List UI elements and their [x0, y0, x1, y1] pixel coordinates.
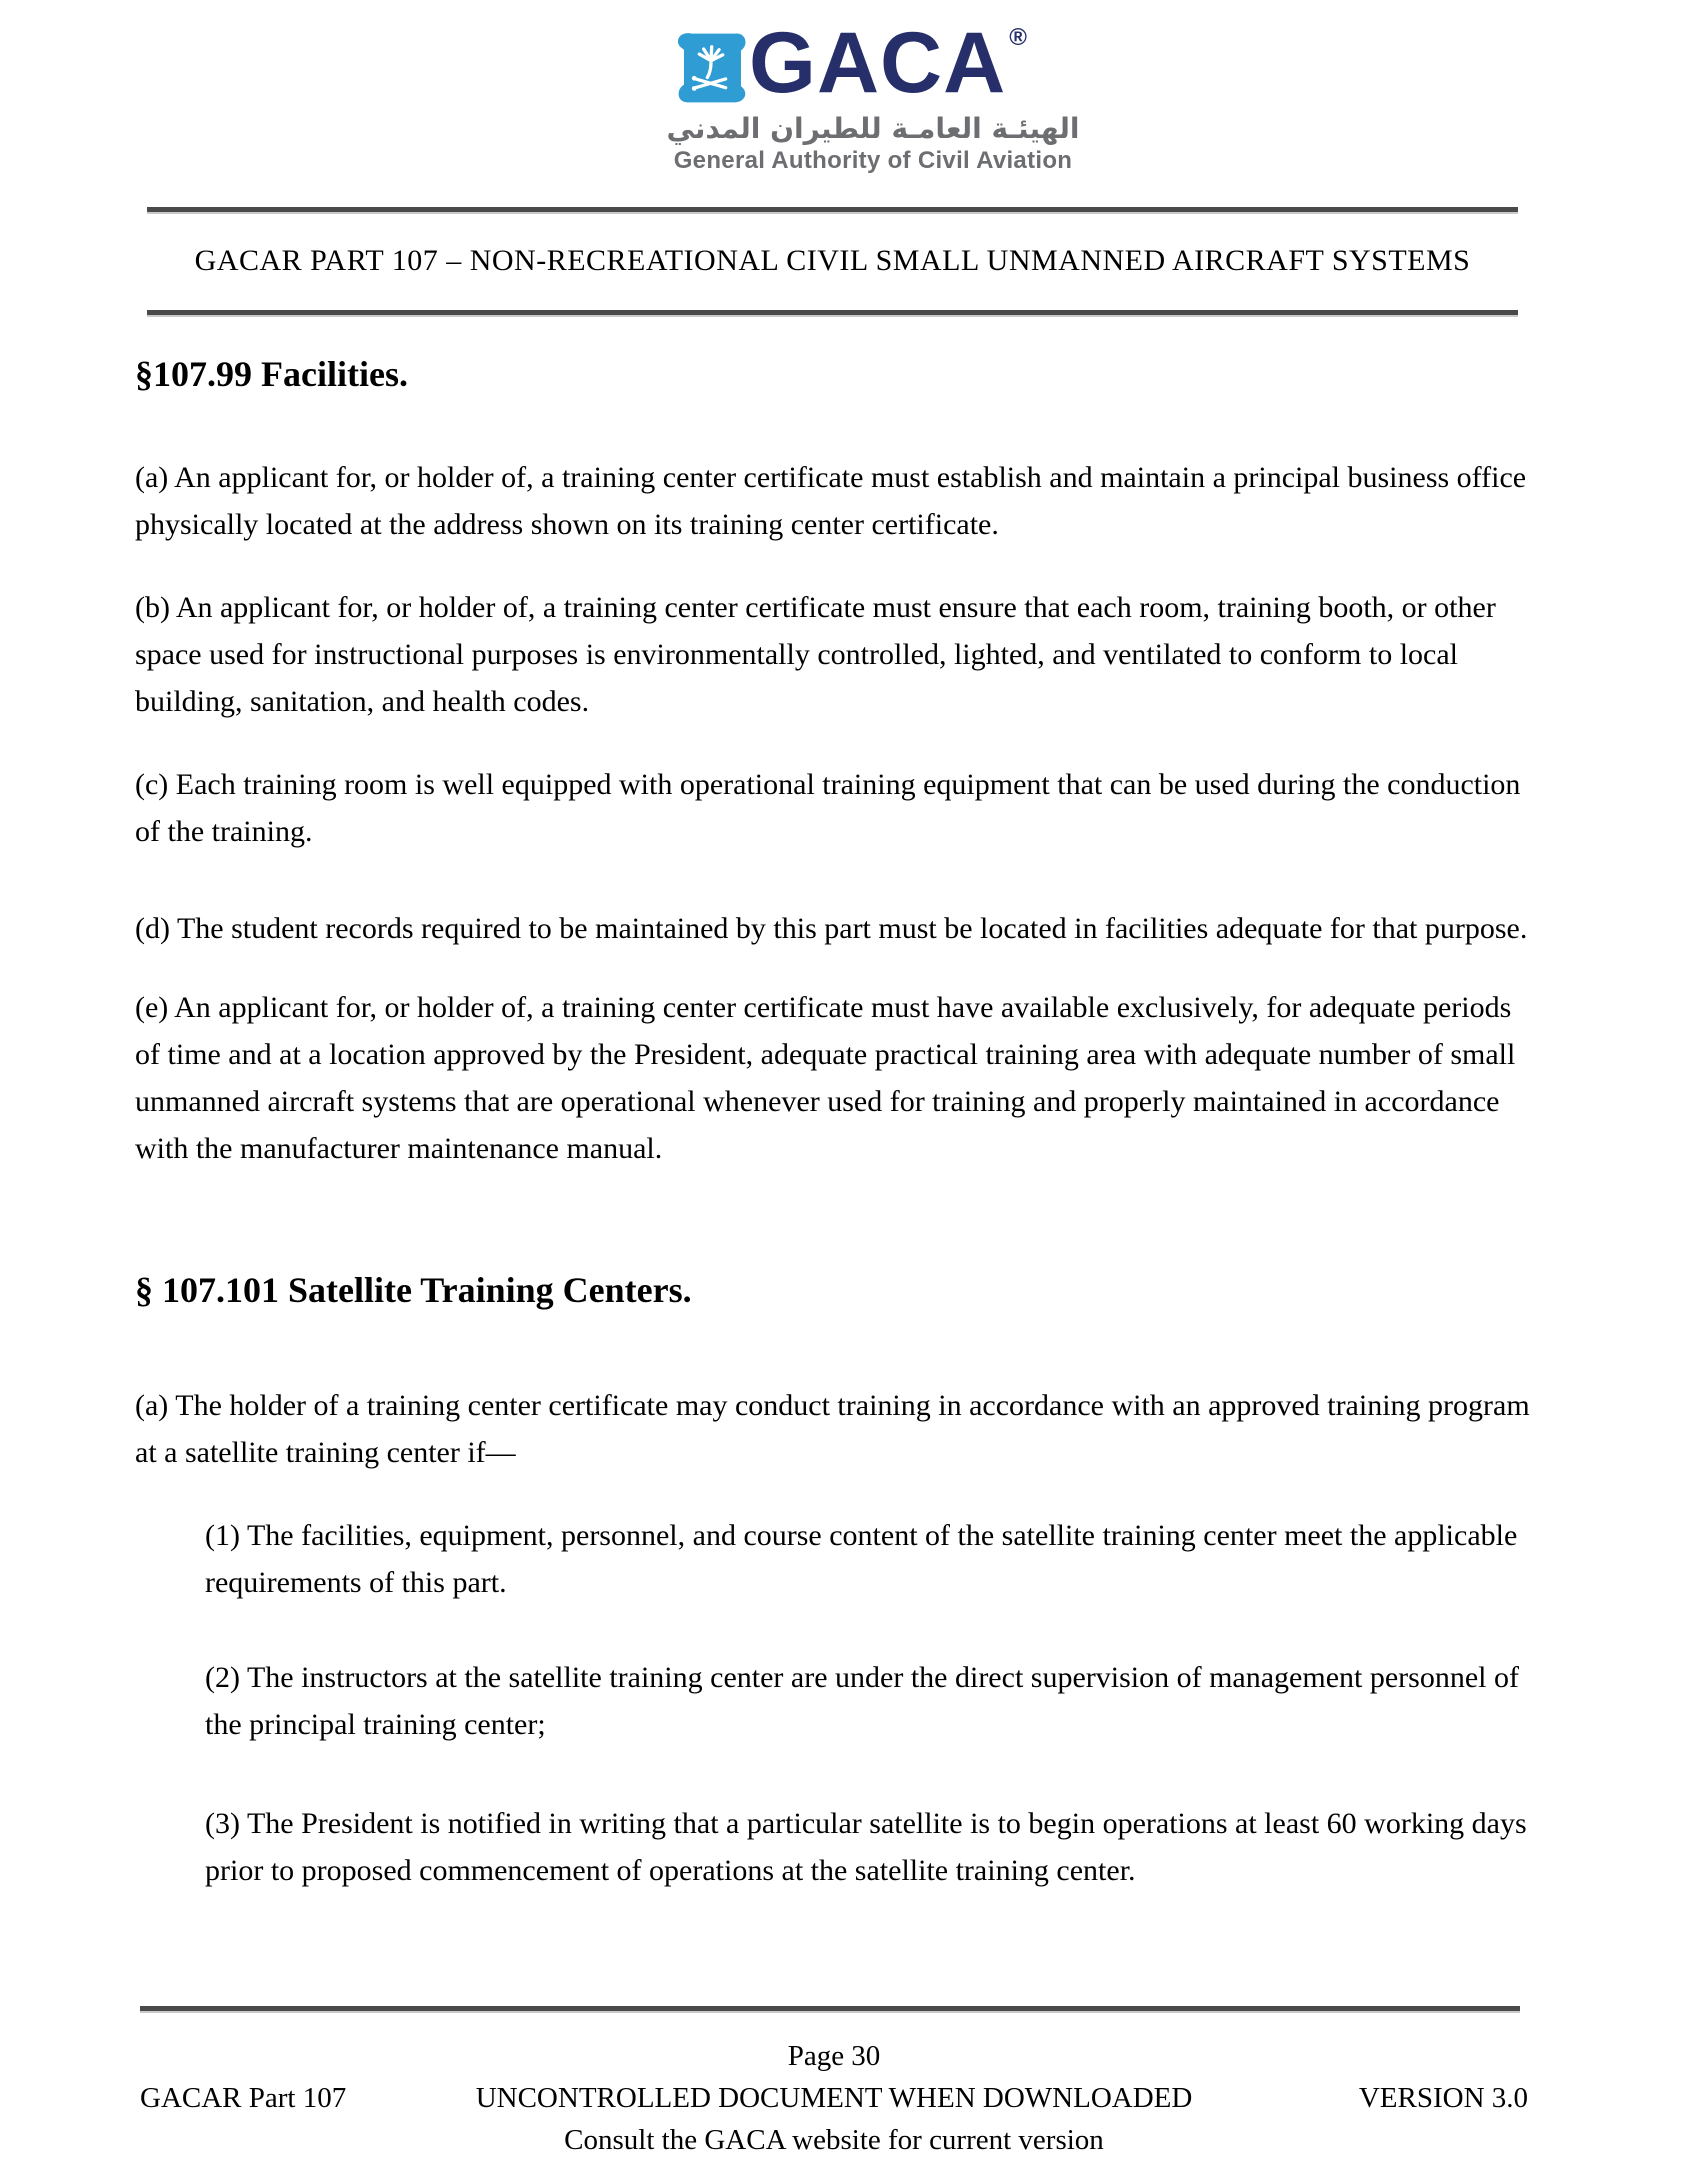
subitem-107-101-a-1: (1) The facilities, equipment, personnel, and course content of the satellite training center meet the applicable requirements of this part.	[205, 1519, 1518, 1599]
section-heading-107-101: § 107.101 Satellite Training Centers.	[135, 1270, 692, 1310]
paragraph-107-99-d: (d) The student records required to be maintained by this part must be located in facilities adequate for that purpose.	[135, 912, 1528, 945]
gaca-flag-icon	[673, 30, 749, 106]
registered-trademark-symbol: ®	[1009, 24, 1027, 51]
footer-version-label: VERSION 3.0	[1358, 2082, 1529, 2114]
document-footer	[140, 2038, 1528, 2158]
gaca-taglines	[620, 112, 1079, 175]
footer-consult-note: Consult the GACA website for current version	[564, 2124, 1104, 2156]
footer-doc-label: GACAR Part 107	[140, 2082, 347, 2114]
header-rule-bottom	[147, 310, 1518, 317]
paragraph-107-99-b: (b) An applicant for, or holder of, a training center certificate must ensure that each room, training booth, or other space used for instructional purposes is environmentally controlled, lighted, and ventilated to conform to local building, sanitation, and health codes.	[135, 591, 1496, 718]
footer-control-notice: UNCONTROLLED DOCUMENT WHEN DOWNLOADED	[475, 2082, 1193, 2114]
gaca-english-name: General Authority of Civil Aviation	[673, 147, 1073, 174]
page-number: Page 30	[787, 2040, 881, 2072]
header-rule-top	[147, 207, 1518, 214]
gaca-arabic-name: الهيئـة العامـة للطيران المدني	[666, 112, 1080, 145]
footer-rule	[140, 2006, 1520, 2013]
document-body	[135, 352, 1537, 1930]
subitem-107-101-a-2: (2) The instructors at the satellite training center are under the direct supervision of management personnel of the principal training center;	[205, 1661, 1519, 1741]
paragraph-107-99-c: (c) Each training room is well equipped with operational training equipment that can be used during the conduction of the training.	[135, 768, 1521, 848]
section-heading-107-99: §107.99 Facilities.	[135, 354, 408, 394]
document-banner-title: GACAR PART 107 – NON-RECREATIONAL CIVIL SMALL UNMANNED AIRCRAFT SYSTEMS	[194, 244, 1471, 277]
paragraph-107-99-e: (e) An applicant for, or holder of, a training center certificate must have available exclusively, for adequate periods of time and at a location approved by the President, adequate practical training area with adequate number of small unmanned aircraft systems that are operational whenever used for training and properly maintained in accordance with the manufacturer maintenance manual.	[135, 991, 1516, 1165]
gaca-logo-row	[673, 15, 1027, 111]
gaca-wordmark: GACA	[749, 15, 1007, 111]
paragraph-107-99-a: (a) An applicant for, or holder of, a training center certificate must establish and maintain a principal business office physically located at the address shown on its training center certificate.	[135, 461, 1527, 541]
subitem-107-101-a-3: (3) The President is notified in writing that a particular satellite is to begin operations at least 60 working days prior to proposed commencement of operations at the satellite training center.	[205, 1807, 1527, 1887]
footer-row	[140, 2080, 1528, 2116]
gaca-logo	[0, 15, 1700, 175]
paragraph-107-101-a: (a) The holder of a training center certificate may conduct training in accordance with an approved training program at a satellite training center if—	[135, 1389, 1530, 1469]
